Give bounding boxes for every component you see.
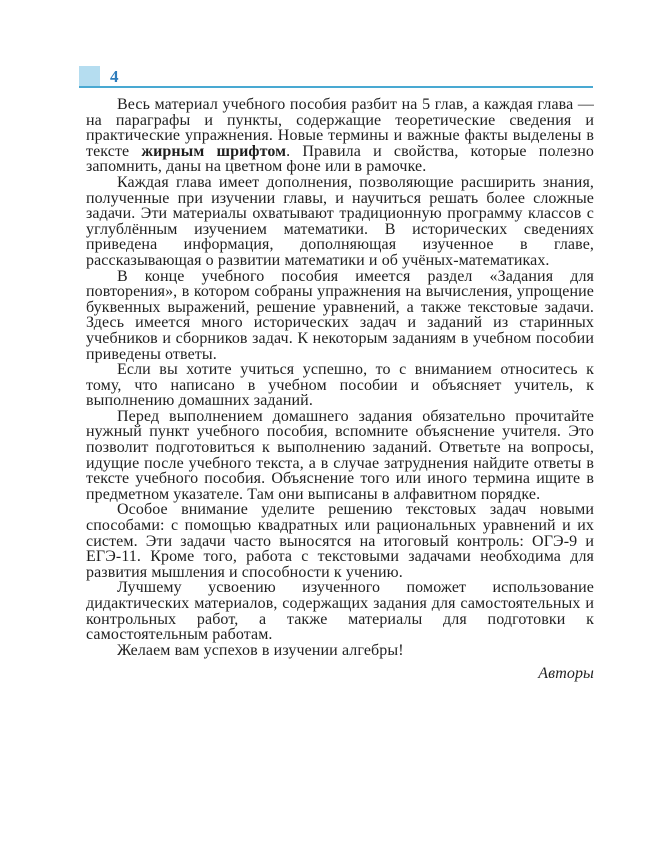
paragraph bbox=[86, 362, 594, 409]
paragraph bbox=[86, 97, 594, 175]
text-segment: Особое внимание уделите решению текстовых задач новыми способами: с помощью квадратных или рациональных уравнений и их систем. Эти задачи часто выносятся на итоговый контроль: ОГЭ-9 и ЕГЭ-11. Кроме того, работа с текстовыми задачами необходима для развития мышления и способности к учению. bbox=[86, 501, 594, 581]
text-segment: Перед выполнением домашнего задания обязательно прочитайте нужный пункт учебного пособия, вспомните объяснение учителя. Это позволит подготовиться к выполнению заданий. Ответьте на вопросы, идущие после учебного текста, а в случае затруднения найдите ответы в тексте учебного пособия. Объяснение того или иного термина ищите в предметном указателе. Там они выписаны в алфавитном порядке. bbox=[86, 407, 594, 503]
paragraph bbox=[86, 269, 594, 363]
text-segment: Весь материал учебного пособия разбит на 5 глав, а каждая глава — на параграфы и пункты, содержащие теоретические сведения и практические упражнения. Новые термины и важные факты выделены в тексте bbox=[86, 96, 594, 160]
text-segment: Если вы хотите учиться успешно, то с вниманием относитесь к тому, что написано в учебном пособии и объясняет учитель, к выполнению домашних заданий. bbox=[86, 361, 594, 410]
paragraph bbox=[86, 175, 594, 269]
authors-signature: Авторы bbox=[538, 665, 594, 683]
text-segment: Каждая глава имеет дополнения, позволяющие расширить знания, полученные при изучении главы, и научиться решать более сложные задачи. Эти материалы охватывают традиционную программу классов с углублённым изучением математики. В исторических сведениях приведена информация, дополняющая изученное в главе, рассказывающая о развитии математики и об учёных-математиках. bbox=[86, 173, 594, 269]
paragraph bbox=[86, 409, 594, 503]
paragraph bbox=[86, 643, 594, 659]
text-segment: Желаем вам успехов в изучении алгебры! bbox=[117, 641, 404, 659]
text-segment: . Правила и свойства, которые полезно запомнить, даны на цветном фоне или в рамочке. bbox=[86, 142, 594, 176]
paragraph bbox=[86, 580, 594, 642]
text-segment: Лучшему усвоению изученного поможет использование дидактических материалов, содержащих задания для самостоятельных и контрольных работ, а также материалы для подготовки к самостоятельным работам. bbox=[86, 579, 594, 644]
text-segment: В конце учебного пособия имеется раздел «Задания для повторения», в котором собраны упражнения на вычисления, упрощение буквенных выражений, решение уравнений, а также текстовые задачи. Здесь имеется много исторических задач и заданий из старинных учебников и сборников задач. К некоторым заданиям в учебном пособии приведены ответы. bbox=[86, 267, 594, 363]
paragraphs-container bbox=[86, 97, 594, 658]
header-rule bbox=[79, 86, 593, 88]
paragraph bbox=[86, 502, 594, 580]
page-header bbox=[79, 66, 593, 88]
page-number-row bbox=[79, 66, 593, 86]
page-number-marker-square bbox=[79, 66, 100, 86]
page-number: 4 bbox=[110, 67, 119, 86]
text-column bbox=[86, 97, 594, 682]
bold-text-segment: жирным шрифтом bbox=[141, 142, 287, 160]
